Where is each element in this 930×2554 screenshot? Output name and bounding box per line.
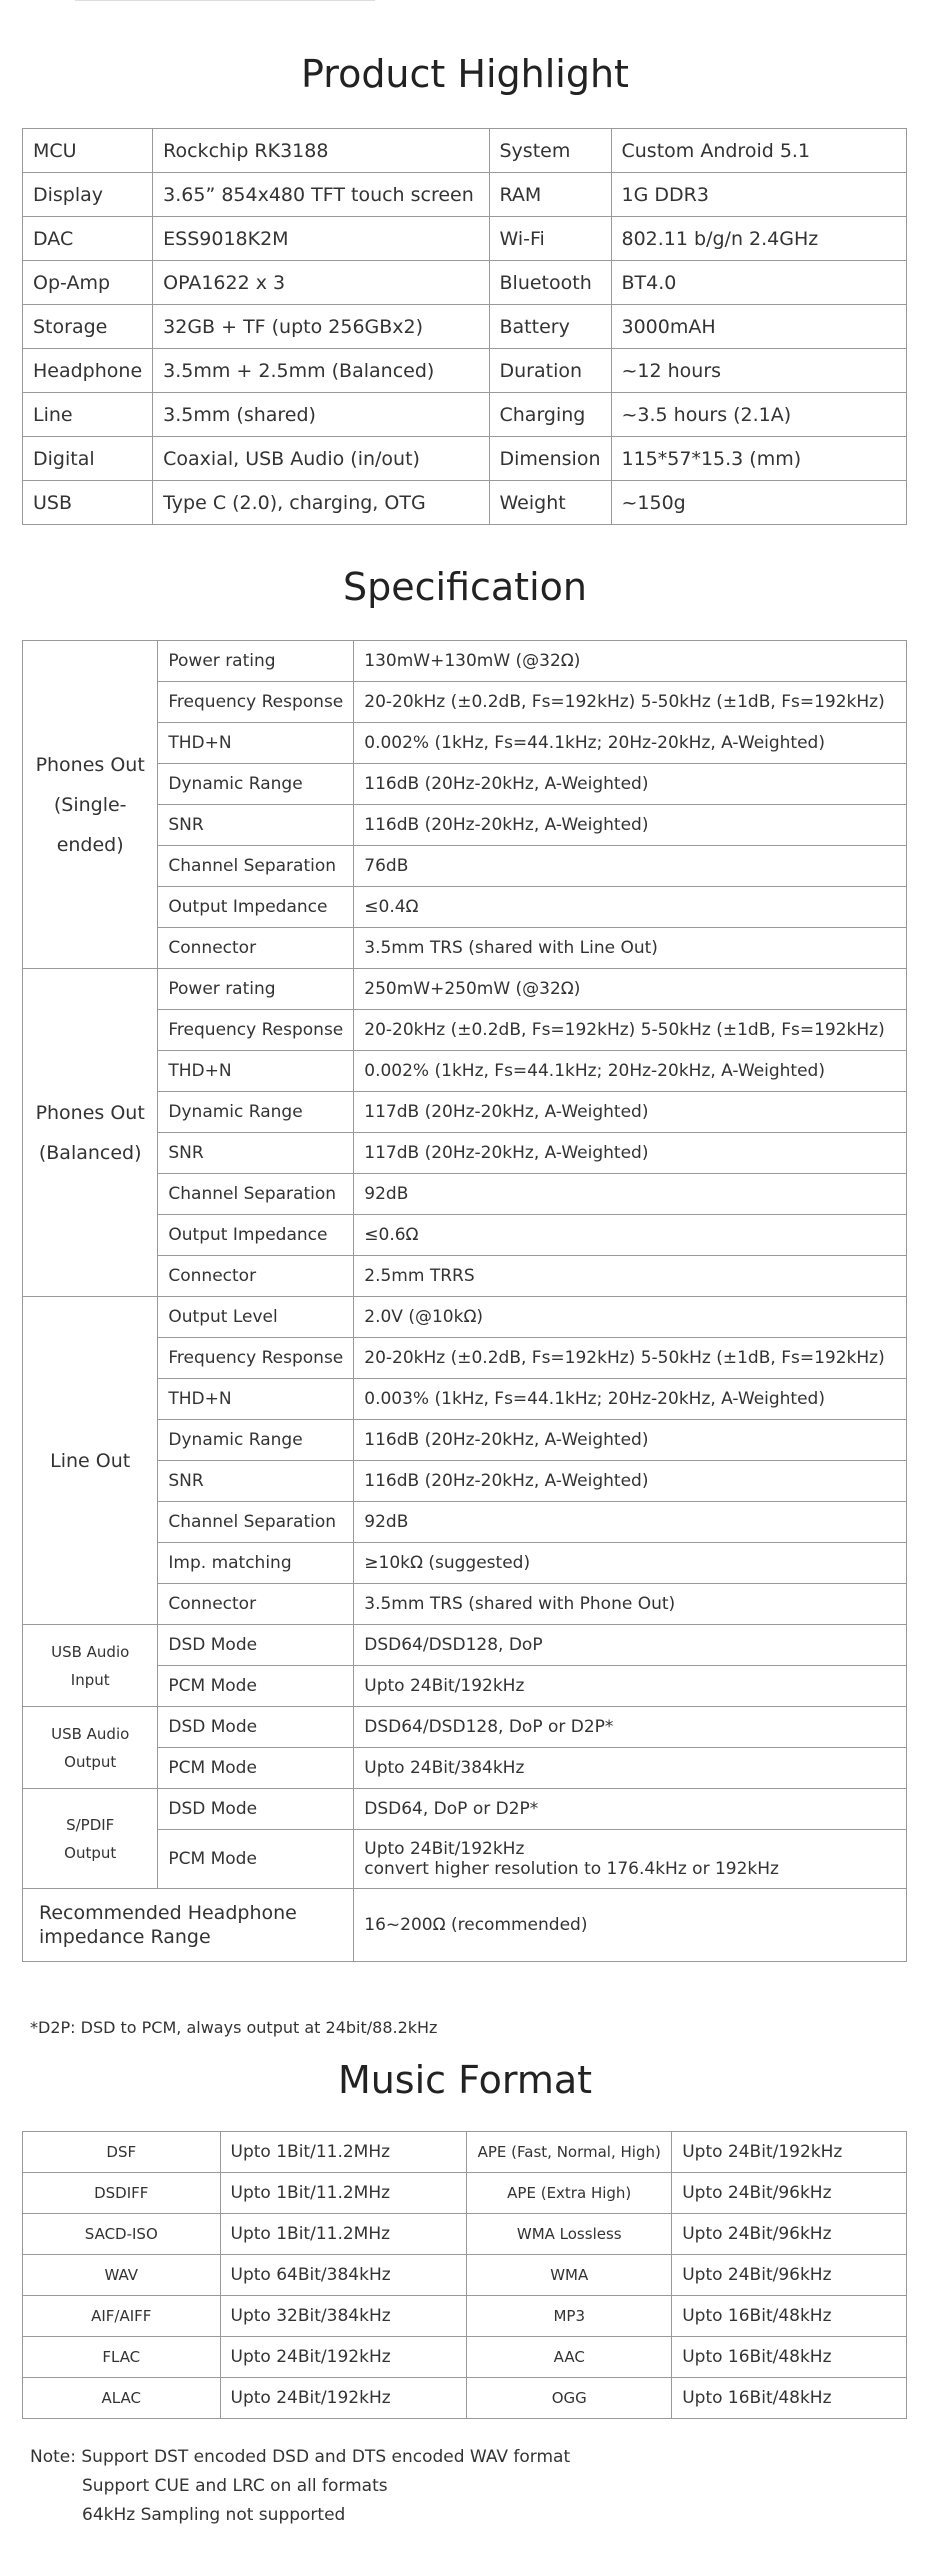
- spec-value: DSD64/DSD128, DoP: [354, 1625, 907, 1666]
- recommended-impedance-row: [23, 1889, 907, 1962]
- format-row: [23, 2296, 907, 2337]
- format-spec: Upto 24Bit/96kHz: [672, 2214, 907, 2255]
- format-spec: Upto 64Bit/384kHz: [220, 2255, 467, 2296]
- spec-param: Output Impedance: [158, 1215, 354, 1256]
- format-spec: Upto 24Bit/192kHz: [220, 2378, 467, 2419]
- music-note-1: Note: Support DST encoded DSD and DTS encoded WAV format: [30, 2447, 571, 2467]
- highlight-label: RAM: [489, 173, 611, 217]
- spec-value: 0.003% (1kHz, Fs=44.1kHz; 20Hz-20kHz, A-Weighted): [354, 1379, 907, 1420]
- highlight-value: 3.5mm + 2.5mm (Balanced): [153, 349, 489, 393]
- spec-group-name: USB Audio: [51, 1724, 130, 1743]
- highlight-label: Charging: [489, 393, 611, 437]
- highlight-value: Coaxial, USB Audio (in/out): [153, 437, 489, 481]
- highlight-label: Display: [23, 173, 153, 217]
- spec-param: Connector: [158, 1584, 354, 1625]
- spec-row: [23, 1297, 907, 1338]
- highlight-label: Headphone: [23, 349, 153, 393]
- highlight-label: MCU: [23, 129, 153, 173]
- highlight-label: Digital: [23, 437, 153, 481]
- spec-group-label: [23, 969, 158, 1297]
- highlight-label: Line: [23, 393, 153, 437]
- spec-param: Power rating: [158, 641, 354, 682]
- spec-param: DSD Mode: [158, 1707, 354, 1748]
- highlight-value: OPA1622 x 3: [153, 261, 489, 305]
- spec-value: 20-20kHz (±0.2dB, Fs=192kHz) 5-50kHz (±1dB, Fs=192kHz): [354, 1338, 907, 1379]
- spec-value: ≥10kΩ (suggested): [354, 1543, 907, 1584]
- spec-group-name: USB Audio: [51, 1642, 130, 1661]
- highlight-label: Duration: [489, 349, 611, 393]
- spec-param: PCM Mode: [158, 1666, 354, 1707]
- format-row: [23, 2337, 907, 2378]
- highlight-value: 3.65” 854x480 TFT touch screen: [153, 173, 489, 217]
- highlight-value: 3000mAH: [611, 305, 907, 349]
- format-name: DSF: [23, 2132, 221, 2173]
- highlight-label: Op-Amp: [23, 261, 153, 305]
- spec-param: Dynamic Range: [158, 1420, 354, 1461]
- format-name: FLAC: [23, 2337, 221, 2378]
- spec-row: [23, 641, 907, 682]
- format-name: APE (Extra High): [467, 2173, 672, 2214]
- spec-value: 3.5mm TRS (shared with Phone Out): [354, 1584, 907, 1625]
- spec-param: Dynamic Range: [158, 764, 354, 805]
- spec-value: ≤0.4Ω: [354, 887, 907, 928]
- format-name: AIF/AIFF: [23, 2296, 221, 2337]
- highlight-row: [23, 393, 907, 437]
- format-name: AAC: [467, 2337, 672, 2378]
- spec-group-name: Line Out: [50, 1449, 131, 1472]
- format-name: OGG: [467, 2378, 672, 2419]
- spec-value: 92dB: [354, 1174, 907, 1215]
- spec-param: Connector: [158, 928, 354, 969]
- spec-param: THD+N: [158, 723, 354, 764]
- highlight-value: Custom Android 5.1: [611, 129, 907, 173]
- highlight-label: Bluetooth: [489, 261, 611, 305]
- spec-value: Upto 24Bit/384kHz: [354, 1748, 907, 1789]
- product-highlight-title: Product Highlight: [301, 52, 629, 96]
- highlight-row: [23, 349, 907, 393]
- highlight-value: 115*57*15.3 (mm): [611, 437, 907, 481]
- d2p-footnote: *D2P: DSD to PCM, always output at 24bit/88.2kHz: [30, 2018, 438, 2037]
- spec-value: DSD64/DSD128, DoP or D2P*: [354, 1707, 907, 1748]
- music-format-title: Music Format: [337, 2058, 593, 2102]
- highlight-value: ~12 hours: [611, 349, 907, 393]
- format-name: APE (Fast, Normal, High): [467, 2132, 672, 2173]
- spec-value: 117dB (20Hz-20kHz, A-Weighted): [354, 1133, 907, 1174]
- highlight-value: 3.5mm (shared): [153, 393, 489, 437]
- spec-param: DSD Mode: [158, 1625, 354, 1666]
- spec-row: [23, 969, 907, 1010]
- spec-param: DSD Mode: [158, 1789, 354, 1830]
- recommended-impedance-value: 16~200Ω (recommended): [354, 1889, 907, 1962]
- spec-group-subname: (Balanced): [38, 1141, 142, 1164]
- highlight-row: [23, 173, 907, 217]
- highlight-value: BT4.0: [611, 261, 907, 305]
- format-spec: Upto 24Bit/192kHz: [672, 2132, 907, 2173]
- highlight-label: Battery: [489, 305, 611, 349]
- music-note-2: Support CUE and LRC on all formats: [82, 2476, 388, 2496]
- highlight-row: [23, 129, 907, 173]
- format-name: SACD-ISO: [23, 2214, 221, 2255]
- spec-param: PCM Mode: [158, 1748, 354, 1789]
- spec-row: [23, 1789, 907, 1830]
- spec-group-subname: Output: [64, 1752, 117, 1771]
- highlight-label: System: [489, 129, 611, 173]
- format-row: [23, 2255, 907, 2296]
- highlight-value: ~3.5 hours (2.1A): [611, 393, 907, 437]
- spec-value: 116dB (20Hz-20kHz, A-Weighted): [354, 1420, 907, 1461]
- highlight-label: USB: [23, 481, 153, 525]
- spec-param: Channel Separation: [158, 846, 354, 887]
- spec-param: Output Impedance: [158, 887, 354, 928]
- spec-group-label: [23, 641, 158, 969]
- highlight-row: [23, 217, 907, 261]
- spec-param: Frequency Response: [158, 1010, 354, 1051]
- spec-param: SNR: [158, 805, 354, 846]
- spec-value: 2.0V (@10kΩ): [354, 1297, 907, 1338]
- spec-value: 116dB (20Hz-20kHz, A-Weighted): [354, 805, 907, 846]
- spec-group-subname: Input: [70, 1670, 110, 1689]
- spec-value: 0.002% (1kHz, Fs=44.1kHz; 20Hz-20kHz, A-Weighted): [354, 723, 907, 764]
- spec-group-label: [23, 1707, 158, 1789]
- format-spec: Upto 16Bit/48kHz: [672, 2296, 907, 2337]
- spec-param: Frequency Response: [158, 682, 354, 723]
- spec-param: Channel Separation: [158, 1174, 354, 1215]
- spec-value: 0.002% (1kHz, Fs=44.1kHz; 20Hz-20kHz, A-Weighted): [354, 1051, 907, 1092]
- format-name: ALAC: [23, 2378, 221, 2419]
- format-spec: Upto 24Bit/192kHz: [220, 2337, 467, 2378]
- spec-group-name: S/PDIF: [66, 1815, 115, 1834]
- spec-value: 116dB (20Hz-20kHz, A-Weighted): [354, 764, 907, 805]
- spec-group-label: [23, 1789, 158, 1889]
- highlight-value: Type C (2.0), charging, OTG: [153, 481, 489, 525]
- format-name: DSDIFF: [23, 2173, 221, 2214]
- spec-param: Output Level: [158, 1297, 354, 1338]
- spec-group-label: [23, 1297, 158, 1625]
- highlight-row: [23, 481, 907, 525]
- highlight-row: [23, 437, 907, 481]
- format-spec: Upto 16Bit/48kHz: [672, 2378, 907, 2419]
- top-divider: [75, 0, 375, 1]
- highlight-label: DAC: [23, 217, 153, 261]
- spec-group-subname: (Single-ended): [53, 793, 127, 856]
- format-name: MP3: [467, 2296, 672, 2337]
- spec-value: 2.5mm TRRS: [354, 1256, 907, 1297]
- spec-param: Dynamic Range: [158, 1092, 354, 1133]
- spec-value: 116dB (20Hz-20kHz, A-Weighted): [354, 1461, 907, 1502]
- format-spec: Upto 1Bit/11.2MHz: [220, 2173, 467, 2214]
- spec-value: DSD64, DoP or D2P*: [354, 1789, 907, 1830]
- highlight-row: [23, 305, 907, 349]
- specification-table: [22, 640, 907, 1962]
- product-highlight-table: [22, 128, 907, 525]
- highlight-value: 1G DDR3: [611, 173, 907, 217]
- spec-group-label: [23, 1625, 158, 1707]
- spec-param: THD+N: [158, 1379, 354, 1420]
- spec-param: Power rating: [158, 969, 354, 1010]
- format-row: [23, 2132, 907, 2173]
- spec-group-name: Phones Out: [35, 1101, 145, 1124]
- highlight-value: 802.11 b/g/n 2.4GHz: [611, 217, 907, 261]
- spec-param: Connector: [158, 1256, 354, 1297]
- format-spec: Upto 32Bit/384kHz: [220, 2296, 467, 2337]
- spec-param: PCM Mode: [158, 1830, 354, 1889]
- highlight-value: 32GB + TF (upto 256GBx2): [153, 305, 489, 349]
- spec-value: Upto 24Bit/192kHz convert higher resolution to 176.4kHz or 192kHz: [354, 1830, 907, 1889]
- spec-value: ≤0.6Ω: [354, 1215, 907, 1256]
- format-row: [23, 2173, 907, 2214]
- format-spec: Upto 1Bit/11.2MHz: [220, 2214, 467, 2255]
- spec-param: SNR: [158, 1133, 354, 1174]
- spec-value: 20-20kHz (±0.2dB, Fs=192kHz) 5-50kHz (±1dB, Fs=192kHz): [354, 1010, 907, 1051]
- highlight-label: Wi-Fi: [489, 217, 611, 261]
- spec-value: 92dB: [354, 1502, 907, 1543]
- spec-row: [23, 1625, 907, 1666]
- spec-group-subname: Output: [64, 1843, 117, 1862]
- format-spec: Upto 24Bit/96kHz: [672, 2255, 907, 2296]
- spec-value: 76dB: [354, 846, 907, 887]
- spec-value: 117dB (20Hz-20kHz, A-Weighted): [354, 1092, 907, 1133]
- spec-value: 3.5mm TRS (shared with Line Out): [354, 928, 907, 969]
- spec-group-name: Phones Out: [35, 753, 145, 776]
- spec-param: Imp. matching: [158, 1543, 354, 1584]
- format-row: [23, 2214, 907, 2255]
- spec-param: Channel Separation: [158, 1502, 354, 1543]
- highlight-label: Dimension: [489, 437, 611, 481]
- music-format-table: [22, 2131, 907, 2419]
- format-spec: Upto 24Bit/96kHz: [672, 2173, 907, 2214]
- music-note-3: 64kHz Sampling not supported: [82, 2505, 346, 2525]
- format-spec: Upto 1Bit/11.2MHz: [220, 2132, 467, 2173]
- spec-param: SNR: [158, 1461, 354, 1502]
- highlight-value: ~150g: [611, 481, 907, 525]
- spec-row: [23, 1707, 907, 1748]
- highlight-label: Storage: [23, 305, 153, 349]
- highlight-label: Weight: [489, 481, 611, 525]
- spec-value: 20-20kHz (±0.2dB, Fs=192kHz) 5-50kHz (±1dB, Fs=192kHz): [354, 682, 907, 723]
- format-name: WMA Lossless: [467, 2214, 672, 2255]
- spec-value: Upto 24Bit/192kHz: [354, 1666, 907, 1707]
- spec-param: THD+N: [158, 1051, 354, 1092]
- highlight-value: ESS9018K2M: [153, 217, 489, 261]
- spec-value: 250mW+250mW (@32Ω): [354, 969, 907, 1010]
- spec-param: Frequency Response: [158, 1338, 354, 1379]
- format-spec: Upto 16Bit/48kHz: [672, 2337, 907, 2378]
- format-row: [23, 2378, 907, 2419]
- highlight-row: [23, 261, 907, 305]
- spec-value: 130mW+130mW (@32Ω): [354, 641, 907, 682]
- specification-title: Specification: [343, 565, 587, 609]
- highlight-value: Rockchip RK3188: [153, 129, 489, 173]
- format-name: WAV: [23, 2255, 221, 2296]
- recommended-impedance-label: Recommended Headphone impedance Range: [23, 1889, 354, 1962]
- format-name: WMA: [467, 2255, 672, 2296]
